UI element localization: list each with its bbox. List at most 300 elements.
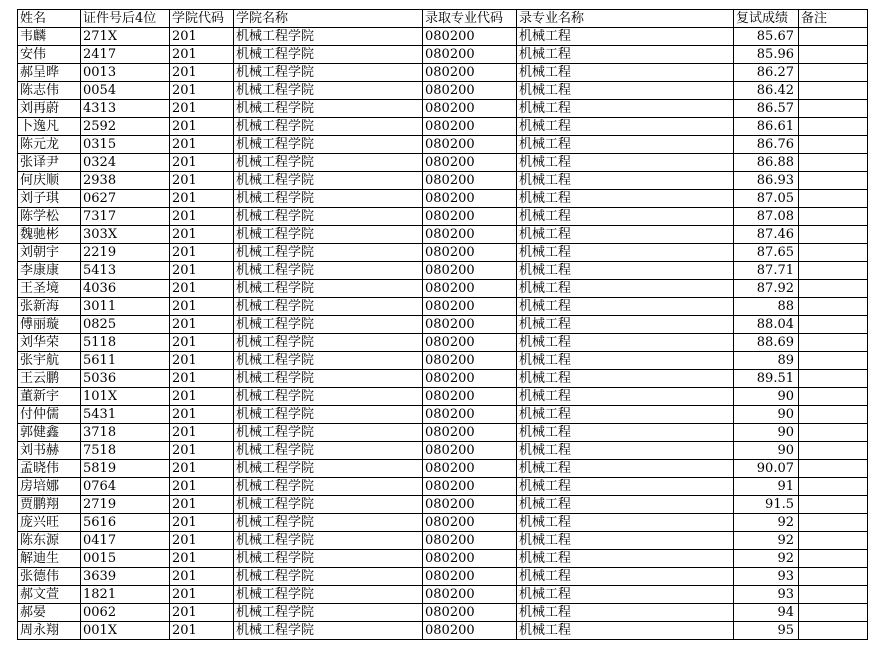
cell-remarks [799,532,868,550]
cell-remarks [799,316,868,334]
table-row [18,226,868,244]
cell-major-code: 080200 [423,478,517,496]
table-row [18,262,868,280]
cell-college-name: 机械工程学院 [234,154,423,172]
cell-major-name: 机械工程 [517,262,734,280]
cell-college-name: 机械工程学院 [234,532,423,550]
cell-major-name: 机械工程 [517,46,734,64]
cell-major-code: 080200 [423,280,517,298]
cell-major-code: 080200 [423,586,517,604]
table-row [18,154,868,172]
cell-retest-score: 86.88 [734,154,799,172]
cell-college-name: 机械工程学院 [234,316,423,334]
cell-major-name: 机械工程 [517,334,734,352]
cell-college-code: 201 [170,172,234,190]
cell-major-name: 机械工程 [517,532,734,550]
cell-id-last4: 2219 [81,244,170,262]
cell-retest-score: 89 [734,352,799,370]
cell-college-code: 201 [170,424,234,442]
cell-college-name: 机械工程学院 [234,586,423,604]
cell-remarks [799,64,868,82]
cell-remarks [799,496,868,514]
cell-retest-score: 91 [734,478,799,496]
cell-major-code: 080200 [423,100,517,118]
cell-college-code: 201 [170,208,234,226]
cell-remarks [799,208,868,226]
cell-major-name: 机械工程 [517,460,734,478]
cell-college-name: 机械工程学院 [234,568,423,586]
table-row [18,334,868,352]
cell-major-name: 机械工程 [517,424,734,442]
table-row [18,46,868,64]
cell-college-name: 机械工程学院 [234,352,423,370]
cell-name: 傅丽璇 [18,316,81,334]
cell-college-code: 201 [170,118,234,136]
cell-major-name: 机械工程 [517,568,734,586]
cell-college-code: 201 [170,298,234,316]
cell-retest-score: 85.96 [734,46,799,64]
cell-name: 刘子琪 [18,190,81,208]
cell-retest-score: 90 [734,442,799,460]
table-row [18,298,868,316]
cell-remarks [799,118,868,136]
cell-college-code: 201 [170,136,234,154]
cell-name: 何庆顺 [18,172,81,190]
header-remarks: 备注 [799,10,868,28]
table-row [18,28,868,46]
cell-major-name: 机械工程 [517,586,734,604]
cell-remarks [799,82,868,100]
cell-remarks [799,172,868,190]
cell-major-code: 080200 [423,352,517,370]
cell-college-code: 201 [170,532,234,550]
cell-major-name: 机械工程 [517,208,734,226]
cell-id-last4: 3639 [81,568,170,586]
cell-name: 刘书赫 [18,442,81,460]
table-row [18,514,868,532]
table-row [18,532,868,550]
cell-retest-score: 90 [734,388,799,406]
cell-id-last4: 0013 [81,64,170,82]
cell-name: 刘再蔚 [18,100,81,118]
cell-college-code: 201 [170,64,234,82]
cell-remarks [799,622,868,640]
cell-id-last4: 4313 [81,100,170,118]
cell-major-name: 机械工程 [517,154,734,172]
cell-major-name: 机械工程 [517,496,734,514]
cell-name: 郝文萱 [18,586,81,604]
cell-college-name: 机械工程学院 [234,46,423,64]
cell-major-code: 080200 [423,532,517,550]
cell-major-name: 机械工程 [517,370,734,388]
table-row [18,424,868,442]
table-row [18,244,868,262]
cell-id-last4: 5611 [81,352,170,370]
table-row [18,280,868,298]
cell-major-name: 机械工程 [517,478,734,496]
cell-name: 卜逸凡 [18,118,81,136]
cell-id-last4: 2719 [81,496,170,514]
table-row [18,136,868,154]
header-row [18,10,868,28]
cell-retest-score: 92 [734,532,799,550]
cell-college-code: 201 [170,370,234,388]
cell-college-name: 机械工程学院 [234,406,423,424]
cell-remarks [799,244,868,262]
header-college-code: 学院代码 [170,10,234,28]
cell-major-code: 080200 [423,82,517,100]
cell-major-name: 机械工程 [517,442,734,460]
cell-major-code: 080200 [423,208,517,226]
cell-retest-score: 87.46 [734,226,799,244]
cell-id-last4: 2417 [81,46,170,64]
cell-id-last4: 5118 [81,334,170,352]
cell-major-name: 机械工程 [517,136,734,154]
cell-id-last4: 1821 [81,586,170,604]
cell-major-name: 机械工程 [517,550,734,568]
cell-retest-score: 87.05 [734,190,799,208]
cell-college-code: 201 [170,550,234,568]
cell-remarks [799,190,868,208]
cell-retest-score: 88.69 [734,334,799,352]
table-row [18,82,868,100]
cell-major-name: 机械工程 [517,316,734,334]
cell-retest-score: 90 [734,424,799,442]
cell-college-name: 机械工程学院 [234,208,423,226]
cell-major-code: 080200 [423,136,517,154]
cell-name: 魏驰彬 [18,226,81,244]
cell-id-last4: 7317 [81,208,170,226]
table-row [18,370,868,388]
cell-name: 陈东源 [18,532,81,550]
cell-college-name: 机械工程学院 [234,388,423,406]
cell-remarks [799,586,868,604]
cell-retest-score: 94 [734,604,799,622]
cell-major-code: 080200 [423,244,517,262]
cell-remarks [799,388,868,406]
cell-remarks [799,262,868,280]
cell-major-code: 080200 [423,46,517,64]
cell-remarks [799,334,868,352]
cell-major-name: 机械工程 [517,64,734,82]
table-row [18,64,868,82]
cell-college-name: 机械工程学院 [234,460,423,478]
cell-retest-score: 93 [734,586,799,604]
cell-id-last4: 4036 [81,280,170,298]
cell-id-last4: 101X [81,388,170,406]
table-row [18,442,868,460]
cell-name: 张宇航 [18,352,81,370]
cell-major-name: 机械工程 [517,100,734,118]
cell-name: 王圣境 [18,280,81,298]
cell-name: 张译尹 [18,154,81,172]
header-name: 姓名 [18,10,81,28]
cell-id-last4: 3718 [81,424,170,442]
cell-major-code: 080200 [423,460,517,478]
table-row [18,496,868,514]
cell-college-code: 201 [170,388,234,406]
cell-remarks [799,460,868,478]
cell-id-last4: 0015 [81,550,170,568]
cell-remarks [799,154,868,172]
cell-name: 张德伟 [18,568,81,586]
cell-id-last4: 303X [81,226,170,244]
cell-remarks [799,604,868,622]
cell-retest-score: 86.93 [734,172,799,190]
cell-college-code: 201 [170,262,234,280]
cell-retest-score: 91.5 [734,496,799,514]
cell-college-name: 机械工程学院 [234,118,423,136]
cell-college-name: 机械工程学院 [234,82,423,100]
cell-major-name: 机械工程 [517,514,734,532]
table-row [18,460,868,478]
cell-name: 周永翔 [18,622,81,640]
cell-id-last4: 5431 [81,406,170,424]
cell-college-code: 201 [170,460,234,478]
cell-retest-score: 90.07 [734,460,799,478]
cell-name: 董新宇 [18,388,81,406]
cell-id-last4: 0062 [81,604,170,622]
cell-college-name: 机械工程学院 [234,370,423,388]
cell-id-last4: 0627 [81,190,170,208]
cell-college-name: 机械工程学院 [234,550,423,568]
cell-college-name: 机械工程学院 [234,298,423,316]
cell-major-code: 080200 [423,118,517,136]
cell-college-code: 201 [170,154,234,172]
table-row [18,478,868,496]
cell-college-name: 机械工程学院 [234,514,423,532]
cell-major-name: 机械工程 [517,28,734,46]
cell-remarks [799,28,868,46]
cell-major-code: 080200 [423,28,517,46]
cell-college-code: 201 [170,604,234,622]
cell-college-code: 201 [170,496,234,514]
header-major-name: 录专业名称 [517,10,734,28]
cell-college-name: 机械工程学院 [234,496,423,514]
cell-name: 陈元龙 [18,136,81,154]
cell-name: 韦麟 [18,28,81,46]
cell-college-name: 机械工程学院 [234,262,423,280]
cell-name: 孟晓伟 [18,460,81,478]
cell-major-code: 080200 [423,514,517,532]
cell-college-code: 201 [170,406,234,424]
cell-remarks [799,298,868,316]
cell-major-code: 080200 [423,604,517,622]
cell-college-name: 机械工程学院 [234,604,423,622]
cell-major-code: 080200 [423,190,517,208]
cell-major-name: 机械工程 [517,604,734,622]
cell-major-name: 机械工程 [517,352,734,370]
cell-major-name: 机械工程 [517,280,734,298]
table-row [18,406,868,424]
cell-retest-score: 87.65 [734,244,799,262]
cell-name: 解迪生 [18,550,81,568]
table-row [18,100,868,118]
cell-remarks [799,424,868,442]
cell-major-code: 080200 [423,550,517,568]
cell-major-code: 080200 [423,406,517,424]
cell-college-code: 201 [170,280,234,298]
cell-college-code: 201 [170,190,234,208]
cell-name: 李康康 [18,262,81,280]
cell-remarks [799,442,868,460]
cell-id-last4: 0315 [81,136,170,154]
cell-id-last4: 2938 [81,172,170,190]
cell-college-name: 机械工程学院 [234,334,423,352]
cell-retest-score: 88 [734,298,799,316]
cell-college-code: 201 [170,586,234,604]
cell-retest-score: 92 [734,550,799,568]
cell-major-code: 080200 [423,154,517,172]
cell-college-code: 201 [170,226,234,244]
cell-college-name: 机械工程学院 [234,478,423,496]
cell-major-code: 080200 [423,424,517,442]
cell-major-name: 机械工程 [517,244,734,262]
cell-college-name: 机械工程学院 [234,280,423,298]
cell-id-last4: 0054 [81,82,170,100]
cell-major-code: 080200 [423,262,517,280]
cell-major-name: 机械工程 [517,226,734,244]
cell-retest-score: 86.42 [734,82,799,100]
cell-major-name: 机械工程 [517,172,734,190]
cell-remarks [799,370,868,388]
table-row [18,622,868,640]
cell-retest-score: 86.27 [734,64,799,82]
cell-remarks [799,46,868,64]
cell-college-name: 机械工程学院 [234,244,423,262]
header-id-last4: 证件号后4位 [81,10,170,28]
cell-name: 郭健鑫 [18,424,81,442]
cell-major-code: 080200 [423,226,517,244]
table-row [18,586,868,604]
cell-college-code: 201 [170,82,234,100]
table-row [18,190,868,208]
cell-name: 贾鹏翔 [18,496,81,514]
cell-retest-score: 93 [734,568,799,586]
cell-retest-score: 87.08 [734,208,799,226]
cell-name: 房培娜 [18,478,81,496]
cell-major-name: 机械工程 [517,82,734,100]
cell-remarks [799,514,868,532]
cell-retest-score: 86.76 [734,136,799,154]
cell-name: 安伟 [18,46,81,64]
cell-major-code: 080200 [423,388,517,406]
cell-major-name: 机械工程 [517,622,734,640]
cell-retest-score: 87.92 [734,280,799,298]
cell-major-code: 080200 [423,622,517,640]
table-row [18,604,868,622]
cell-id-last4: 001X [81,622,170,640]
cell-id-last4: 7518 [81,442,170,460]
cell-college-name: 机械工程学院 [234,622,423,640]
cell-college-name: 机械工程学院 [234,226,423,244]
cell-college-code: 201 [170,316,234,334]
cell-college-code: 201 [170,46,234,64]
table-row [18,388,868,406]
table-row [18,316,868,334]
table-header [18,10,868,28]
cell-name: 刘朝宇 [18,244,81,262]
cell-college-code: 201 [170,352,234,370]
cell-college-name: 机械工程学院 [234,64,423,82]
table-row [18,550,868,568]
cell-retest-score: 85.67 [734,28,799,46]
cell-major-name: 机械工程 [517,190,734,208]
cell-college-name: 机械工程学院 [234,28,423,46]
cell-college-name: 机械工程学院 [234,442,423,460]
cell-retest-score: 89.51 [734,370,799,388]
cell-major-code: 080200 [423,496,517,514]
cell-name: 郝呈晔 [18,64,81,82]
cell-name: 陈志伟 [18,82,81,100]
cell-college-code: 201 [170,334,234,352]
table-row [18,208,868,226]
cell-remarks [799,226,868,244]
cell-college-code: 201 [170,100,234,118]
cell-name: 付仲儒 [18,406,81,424]
header-major-code: 录取专业代码 [423,10,517,28]
cell-major-code: 080200 [423,568,517,586]
cell-id-last4: 271X [81,28,170,46]
cell-major-name: 机械工程 [517,388,734,406]
admission-score-table [17,9,868,640]
cell-id-last4: 5413 [81,262,170,280]
header-college-name: 学院名称 [234,10,423,28]
cell-college-code: 201 [170,442,234,460]
cell-major-code: 080200 [423,334,517,352]
cell-college-code: 201 [170,622,234,640]
table-row [18,568,868,586]
cell-college-code: 201 [170,568,234,586]
cell-remarks [799,406,868,424]
table-row [18,352,868,370]
cell-retest-score: 86.61 [734,118,799,136]
cell-name: 庞兴旺 [18,514,81,532]
cell-major-code: 080200 [423,442,517,460]
cell-id-last4: 2592 [81,118,170,136]
cell-name: 王云鹏 [18,370,81,388]
cell-retest-score: 95 [734,622,799,640]
cell-college-code: 201 [170,514,234,532]
cell-college-name: 机械工程学院 [234,190,423,208]
cell-name: 刘华荣 [18,334,81,352]
cell-name: 郝晏 [18,604,81,622]
table-row [18,118,868,136]
cell-college-code: 201 [170,244,234,262]
cell-major-name: 机械工程 [517,118,734,136]
cell-id-last4: 0764 [81,478,170,496]
cell-retest-score: 87.71 [734,262,799,280]
cell-id-last4: 5819 [81,460,170,478]
cell-name: 陈学松 [18,208,81,226]
table-body [18,28,868,640]
cell-retest-score: 92 [734,514,799,532]
cell-remarks [799,478,868,496]
cell-remarks [799,568,868,586]
cell-retest-score: 90 [734,406,799,424]
header-retest-score: 复试成绩 [734,10,799,28]
cell-college-code: 201 [170,28,234,46]
cell-id-last4: 0417 [81,532,170,550]
cell-major-code: 080200 [423,64,517,82]
cell-remarks [799,550,868,568]
cell-id-last4: 5036 [81,370,170,388]
cell-retest-score: 88.04 [734,316,799,334]
cell-id-last4: 3011 [81,298,170,316]
cell-remarks [799,136,868,154]
cell-major-code: 080200 [423,298,517,316]
table-row [18,172,868,190]
